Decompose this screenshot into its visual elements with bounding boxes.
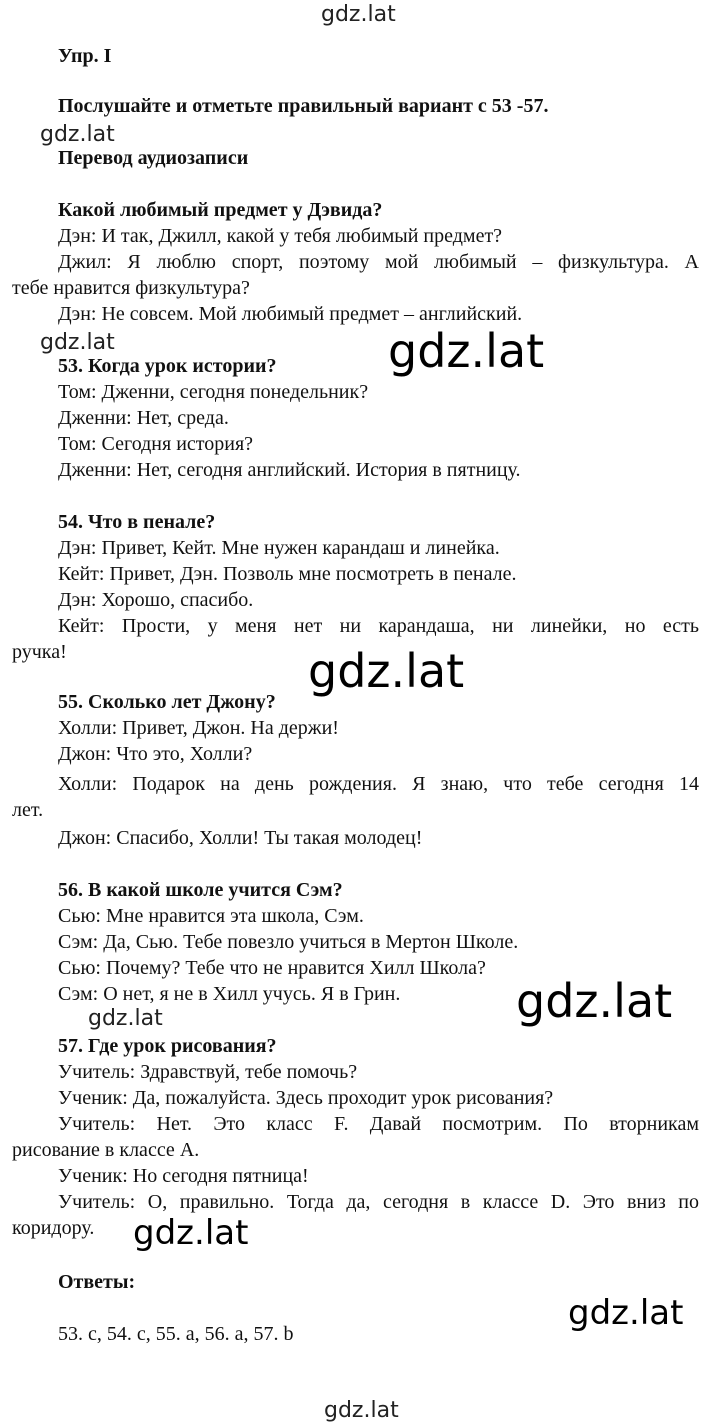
watermark: gdz.lat — [324, 1398, 399, 1423]
question-53: 53. Когда урок истории? — [58, 355, 277, 377]
answers: 53. с, 54. с, 55. a, 56. a, 57. b — [58, 1323, 294, 1345]
dialogue-line: Кейт: Прости, у меня нет ни карандаша, ни линейки, но есть — [58, 615, 699, 637]
question-55: 55. Сколько лет Джону? — [58, 691, 276, 713]
watermark: gdz.lat — [133, 1213, 249, 1253]
watermark: gdz.lat — [88, 1006, 163, 1031]
question-54: 54. Что в пенале? — [58, 511, 216, 533]
dialogue-line: тебе нравится физкультура? — [12, 277, 250, 299]
dialogue-line: Сью: Мне нравится эта школа, Сэм. — [58, 905, 364, 927]
dialogue-line: Сэм: О нет, я не в Хилл учусь. Я в Грин. — [58, 983, 401, 1005]
dialogue-line: Дэн: И так, Джилл, какой у тебя любимый предмет? — [58, 225, 503, 247]
dialogue-line: Джон: Спасибо, Холли! Ты такая молодец! — [58, 827, 423, 849]
dialogue-line: Холли: Привет, Джон. На держи! — [58, 717, 339, 739]
dialogue-line: Сэм: Да, Сью. Тебе повезло учиться в Мертон Школе. — [58, 931, 519, 953]
dialogue-line: Том: Сегодня история? — [58, 433, 254, 455]
dialogue-line: Джил: Я люблю спорт, поэтому мой любимый – физкультура. А — [58, 251, 699, 273]
dialogue-line: Учитель: Нет. Это класс F. Давай посмотрим. По вторникам — [58, 1113, 699, 1135]
transcript-heading: Перевод аудиозаписи — [58, 147, 249, 169]
dialogue-line: Том: Дженни, сегодня понедельник? — [58, 381, 369, 403]
watermark: gdz.lat — [40, 330, 115, 355]
dialogue-line: Сью: Почему? Тебе что не нравится Хилл Школа? — [58, 957, 486, 979]
dialogue-line: Джон: Что это, Холли? — [58, 743, 253, 765]
dialogue-line: Дэн: Хорошо, спасибо. — [58, 589, 254, 611]
watermark: gdz.lat — [40, 122, 115, 147]
dialogue-line: Учитель: О, правильно. Тогда да, сегодня в классе D. Это вниз по — [58, 1191, 699, 1213]
dialogue-line: Дэн: Не совсем. Мой любимый предмет – английский. — [58, 303, 523, 325]
exercise-title: Упр. I — [58, 45, 112, 67]
watermark: gdz.lat — [388, 324, 545, 378]
answers-heading: Ответы: — [58, 1271, 136, 1293]
watermark: gdz.lat — [516, 974, 673, 1028]
dialogue-line: Дэн: Привет, Кейт. Мне нужен карандаш и линейка. — [58, 537, 500, 559]
dialogue-line: Холли: Подарок на день рождения. Я знаю, что тебе сегодня 14 — [58, 773, 699, 795]
question-56: 56. В какой школе учится Сэм? — [58, 879, 343, 901]
dialogue-line: Дженни: Нет, среда. — [58, 407, 229, 429]
question-57: 57. Где урок рисования? — [58, 1035, 277, 1057]
watermark: gdz.lat — [568, 1293, 684, 1333]
dialogue-line: Ученик: Да, пожалуйста. Здесь проходит урок рисования? — [58, 1087, 554, 1109]
example-question: Какой любимый предмет у Дэвида? — [58, 199, 383, 221]
instruction: Послушайте и отметьте правильный вариант с 53 -57. — [58, 95, 549, 117]
dialogue-line: ручка! — [12, 641, 67, 663]
dialogue-line: Дженни: Нет, сегодня английский. История в пятницу. — [58, 459, 521, 481]
dialogue-line: лет. — [12, 799, 44, 821]
watermark: gdz.lat — [308, 644, 465, 698]
dialogue-line: Учитель: Здравствуй, тебе помочь? — [58, 1061, 358, 1083]
dialogue-line: Ученик: Но сегодня пятница! — [58, 1165, 309, 1187]
watermark: gdz.lat — [321, 2, 396, 27]
dialogue-line: Кейт: Привет, Дэн. Позволь мне посмотреть в пенале. — [58, 563, 517, 585]
dialogue-line: коридору. — [12, 1217, 95, 1239]
dialogue-line: рисование в классе А. — [12, 1139, 200, 1161]
